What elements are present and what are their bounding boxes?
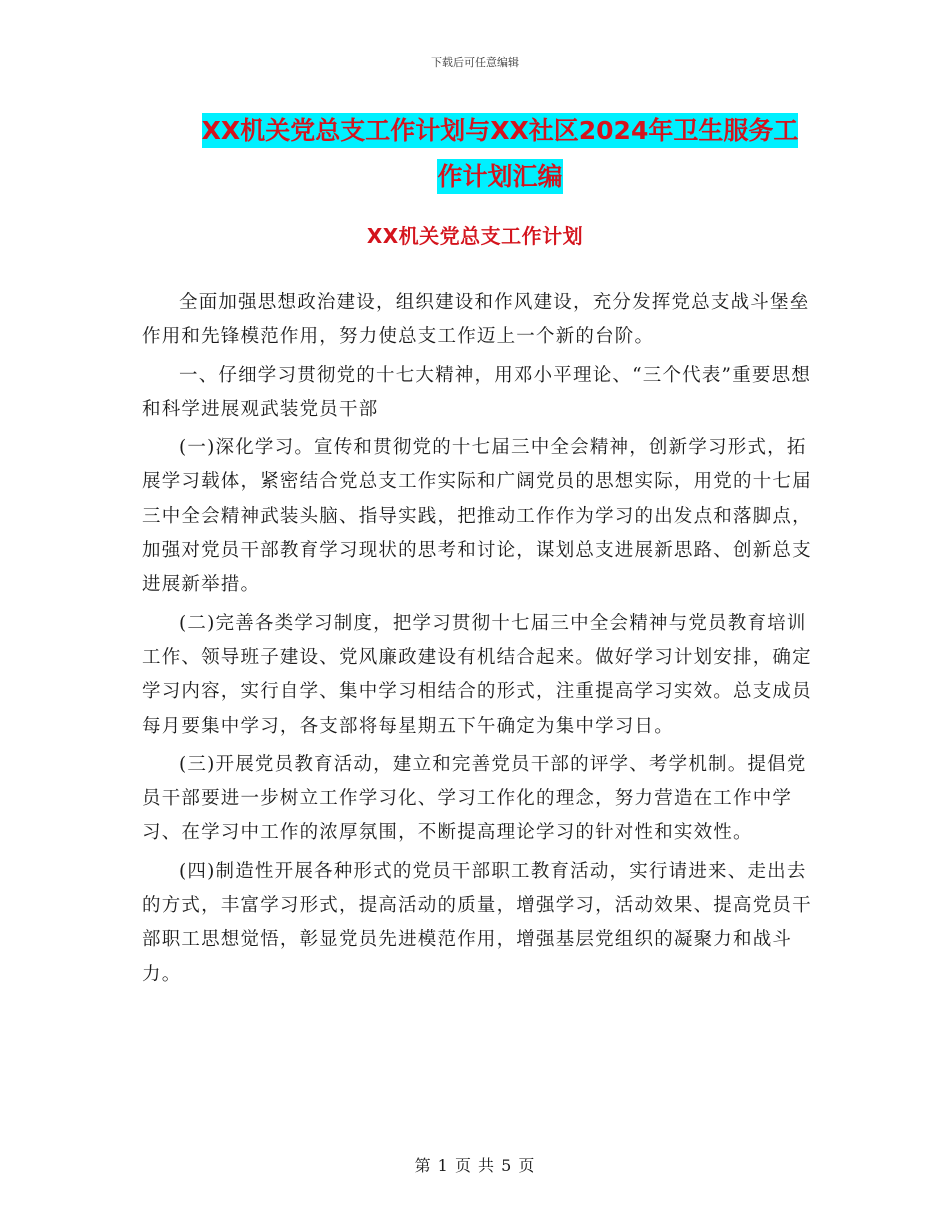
paragraph-item-1: (一)深化学习。宣传和贯彻党的十七届三中全会精神，创新学习形式，拓展学习载体，紧密结合党总支工作实际和广阔党员的思想实际，用党的十七届三中全会精神武装头脑、指导实践，把推动工作作为学习的出发点和落脚点，加强对党员干部教育学习现状的思考和讨论，谋划总支进展新思路、创新总支进展新举措。 (142, 437, 812, 596)
paragraph-heading-1: 一、仔细学习贯彻党的十七大精神，用邓小平理论、“三个代表”重要思想和科学进展观武装党员干部 (142, 364, 812, 420)
section-title: XX机关党总支工作计划 (366, 224, 584, 248)
paragraph-item-4: (四)制造性开展各种形式的党员干部职工教育活动，实行请进来、走出去的方式，丰富学习形式，提高活动的质量，增强学习，活动效果、提高党员干部职工思想觉悟，彰显党员先进模范作用，增强基层党组织的凝聚力和战斗力。 (142, 860, 812, 985)
title-line-2: 作计划汇编 (437, 159, 562, 194)
page-number: 第 1 页 共 5 页 (414, 1156, 536, 1175)
document-body (142, 286, 814, 996)
paragraph-item-2: (二)完善各类学习制度，把学习贯彻十七届三中全会精神与党员教育培训工作、领导班子建设、党风廉政建设有机结合起来。做好学习计划安排，确定学习内容，实行自学、集中学习相结合的形式，注重提高学习实效。总支成员每月要集中学习，各支部将每星期五下午确定为集中学习日。 (142, 612, 812, 737)
document-title (120, 108, 880, 200)
header-note: 下载后可任意编辑 (431, 56, 519, 69)
paragraph-item-3: (三)开展党员教育活动，建立和完善党员干部的评学、考学机制。提倡党员干部要进一步树立工作学习化、学习工作化的理念，努力营造在工作中学习、在学习中工作的浓厚氛围，不断提高理论学习的针对性和实效性。 (142, 753, 807, 844)
title-line-1: XX机关党总支工作计划与XX社区2024年卫生服务工 (202, 113, 799, 148)
paragraph-intro: 全面加强思想政治建设，组织建设和作风建设，充分发挥党总支战斗堡垒作用和先锋模范作用，努力使总支工作迈上一个新的台阶。 (142, 292, 810, 348)
